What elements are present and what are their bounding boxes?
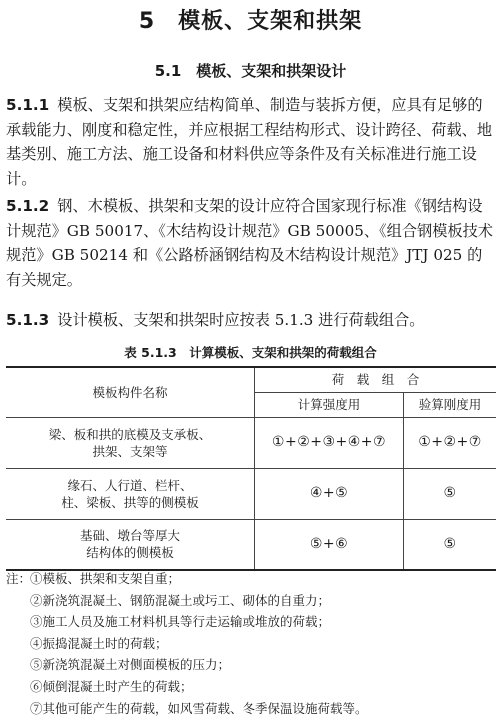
table-caption: 表 5.1.3 计算模板、支架和拱架的荷载组合 (124, 345, 377, 360)
clause-number: 5.1.1 (6, 96, 50, 114)
component-name (6, 519, 255, 570)
clause-5-1-2 (6, 194, 496, 292)
component-name-line: 梁、板和拱的底模及支承板、 (48, 426, 212, 442)
component-name-line: 结构体的侧模板 (86, 545, 174, 561)
clause-number: 5.1.2 (6, 197, 50, 215)
strength-combination: ①+②+③+④+⑦ (255, 417, 404, 468)
stiffness-combination: ⑤ (404, 468, 497, 519)
note-item: ③施工人员及施工材料机具等行走运输或堆放的荷载； (30, 614, 331, 630)
component-name-line: 柱、梁板、拱等的侧模板 (61, 494, 199, 510)
table-row (6, 468, 496, 519)
header-load-group: 荷 载 组 合 (255, 367, 497, 392)
component-name-line: 基础、墩台等厚大 (79, 528, 180, 544)
note-item: ⑥倾倒混凝土时产生的荷载； (30, 678, 193, 694)
table-row (6, 519, 496, 570)
note-prefix: 注： (6, 571, 32, 586)
note-item (6, 568, 496, 590)
clause-text: 设计模板、支架和拱架时应按表 5.1.3 进行荷载组合。 (57, 311, 425, 329)
component-name (6, 468, 255, 519)
component-name-line: 拱架、支架等 (92, 443, 168, 459)
header-strength: 计算强度用 (255, 392, 404, 417)
chapter-title: 5 模板、支架和拱架 (138, 9, 363, 34)
component-name-line: 缘石、人行道、栏杆、 (67, 477, 193, 493)
header-stiffness: 验算刚度用 (404, 392, 497, 417)
load-combination-table (6, 366, 496, 571)
note-item: ④振捣混凝土时的荷载； (30, 635, 168, 651)
clause-text: 模板、支架和拱架应结构简单、制造与装拆方便，应具有足够的承载能力、刚度和稳定性，并应根据工程结构形式、设计跨径、荷载、地基类别、施工方法、施工设备和材料供应等条件及有关标准进行施工设计。 (6, 96, 492, 188)
clause-5-1-3 (6, 308, 496, 333)
clause-number: 5.1.3 (6, 311, 50, 329)
table-notes (6, 568, 496, 719)
strength-combination: ④+⑤ (255, 468, 404, 519)
note-text: ①模板、拱架和支架自重； (30, 571, 181, 586)
clause-5-1-1 (6, 93, 496, 191)
clause-text: 钢、木模板、拱架和支架的设计应符合国家现行标准《钢结构设计规范》GB 50017、《木结构设计规范》GB 50005、《组合钢模板技术规范》GB 50214 和《公路桥涵钢结构及木结构设计规范》JTJ 025 的有关规定。 (6, 197, 493, 289)
strength-combination: ⑤+⑥ (255, 519, 404, 570)
section-title: 5.1 模板、支架和拱架设计 (154, 62, 347, 80)
stiffness-combination: ①+②+⑦ (404, 417, 497, 468)
stiffness-combination: ⑤ (404, 519, 497, 570)
table-row (6, 417, 496, 468)
note-item: ⑤新浇筑混凝土对侧面模板的压力； (30, 657, 231, 673)
header-component: 模板构件名称 (6, 367, 255, 417)
note-item: ⑦其他可能产生的荷载，如风雪荷载、冬季保温设施荷载等。 (30, 700, 368, 716)
component-name (6, 417, 255, 468)
note-item: ②新浇筑混凝土、钢筋混凝土或圬工、砌体的自重力； (30, 592, 331, 608)
